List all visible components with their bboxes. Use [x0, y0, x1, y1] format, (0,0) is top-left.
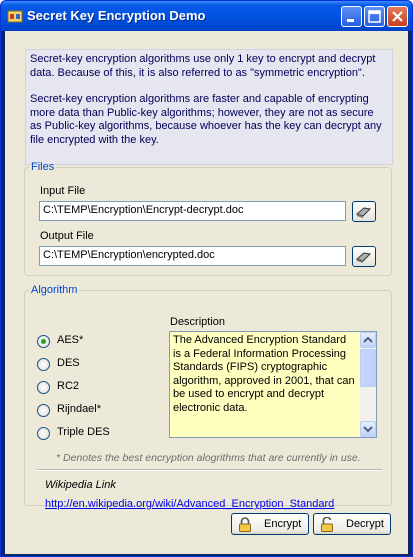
app-icon [7, 8, 23, 24]
radio-label-aes: AES* [57, 334, 84, 346]
wikipedia-label: Wikipedia Link [45, 479, 116, 491]
maximize-button[interactable] [364, 6, 385, 27]
client-area [5, 31, 408, 554]
wikipedia-link[interactable]: http://en.wikipedia.org/wiki/Advanced_Encryption_Standard [45, 498, 335, 510]
algorithm-legend: Algorithm [31, 284, 78, 296]
input-file-label: Input File [40, 185, 86, 197]
output-file-label: Output File [40, 230, 94, 242]
radio-label-rc2: RC2 [57, 380, 80, 392]
radio-button[interactable] [37, 404, 50, 417]
scroll-up-arrow-icon [361, 333, 375, 347]
scroll-down-arrow-icon [361, 422, 375, 436]
encrypt-button[interactable] [231, 513, 309, 535]
info-paragraph-1: Secret-key encryption algorithms use only 1 key to encrypt and decrypt data. Because of this, it is also referred to as "symmetric encryption". [30, 53, 376, 79]
scroll-thumb[interactable] [360, 349, 376, 387]
folder-browse-icon [353, 247, 375, 266]
minimize-button[interactable] [341, 6, 362, 27]
output-browse-button[interactable] [352, 246, 376, 267]
input-browse-button[interactable] [352, 201, 376, 222]
radio-button[interactable] [37, 427, 50, 440]
title-bar[interactable] [1, 1, 412, 31]
maximize-icon [365, 7, 384, 26]
radio-label-rijndael: Rijndael* [57, 403, 102, 415]
radio-button[interactable] [37, 358, 50, 371]
output-file-field[interactable]: C:\TEMP\Encryption\encrypted.doc [39, 246, 346, 266]
lock-icon [238, 517, 252, 532]
folder-browse-icon [353, 202, 375, 221]
radio-label-triple-des: Triple DES [57, 426, 110, 438]
divider [37, 469, 382, 471]
decrypt-button[interactable] [313, 513, 391, 535]
description-label: Description [170, 316, 226, 328]
files-legend: Files [31, 161, 55, 173]
algorithm-group [24, 284, 392, 510]
decrypt-label: Decrypt [346, 518, 384, 530]
files-group [24, 161, 392, 276]
description-scrollbar[interactable] [360, 332, 376, 437]
input-file-field[interactable]: C:\TEMP\Encryption\Encrypt-decrypt.doc [39, 201, 346, 221]
close-icon [388, 7, 407, 26]
radio-button[interactable] [37, 381, 50, 394]
description-textarea[interactable] [169, 331, 377, 438]
window-title: Secret Key Encryption Demo [27, 8, 206, 23]
minimize-icon [342, 7, 361, 26]
unlock-icon [320, 517, 334, 532]
info-panel [25, 49, 393, 165]
encrypt-label: Encrypt [264, 518, 302, 530]
radio-button-checked[interactable] [37, 335, 50, 348]
radio-label-des: DES [57, 357, 80, 369]
algorithm-note: * Denotes the best encryption alogrithms that are currently in use. [56, 452, 361, 464]
scroll-down-button[interactable] [360, 421, 376, 437]
info-paragraph-2: Secret-key encryption algorithms are faster and capable of encrypting more data than Public-key algorithms; however, they are not as secure as Public-key algorithms, because whoever has the key can decrypt any file encrypted with the key. [30, 93, 382, 146]
scroll-up-button[interactable] [360, 332, 376, 348]
close-button[interactable] [387, 6, 408, 27]
description-text: The Advanced Encryption Standard is a Federal Information Processing Standards (FIPS) cryptographic algorithm, approved in 2001, that can be used to encrypt and decrypt electronic data. [173, 334, 355, 414]
